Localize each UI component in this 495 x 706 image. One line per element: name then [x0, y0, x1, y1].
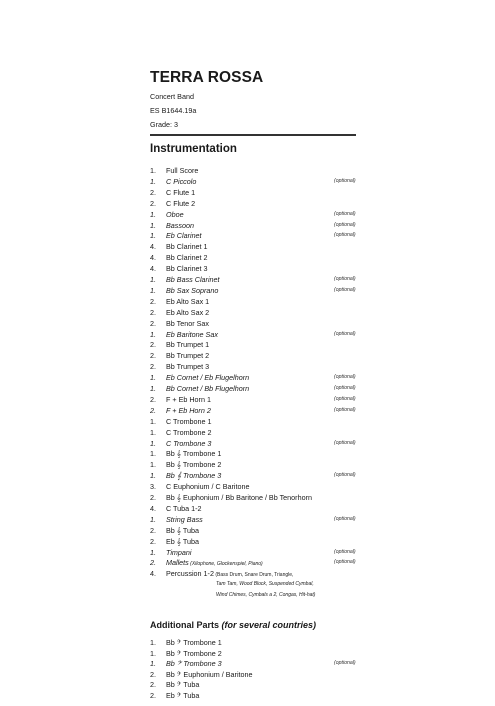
part-name: Bb 𝄞 Euphonium / Bb Baritone / Bb Tenorhorn: [166, 493, 312, 502]
part-count: 1.: [150, 427, 156, 437]
part-name: Eb Alto Sax 1: [166, 296, 210, 306]
optional-note: (optional): [334, 330, 356, 337]
optional-note: (optional): [334, 472, 356, 479]
part-count: 2.: [150, 351, 156, 361]
part-count: 2.: [150, 394, 156, 404]
part-name: Bb 𝄢 Euphonium / Baritone: [166, 669, 253, 679]
part-count: 2.: [150, 536, 156, 546]
optional-note: (optional): [334, 286, 356, 293]
part-count: 1.: [150, 231, 156, 241]
optional-note: (optional): [334, 406, 356, 413]
part-count: 1.: [150, 471, 156, 481]
optional-note: (optional): [334, 548, 356, 555]
part-count: 1.: [150, 166, 156, 175]
part-name: Timpani: [166, 547, 192, 557]
part-count: 4.: [150, 569, 156, 579]
part-name: Bb 𝄞 Trombone 1: [166, 449, 222, 459]
optional-note: (optional): [334, 210, 356, 217]
additional-parts-note: (for several countries): [221, 620, 317, 630]
optional-note: (optional): [334, 660, 356, 666]
part-name: Bb 𝄢 Tuba: [166, 680, 200, 689]
part-count: 1.: [150, 275, 156, 284]
part-name: C Flute 2: [166, 198, 196, 208]
part-name: Bb Bass Clarinet: [166, 275, 220, 284]
part-count: 1.: [150, 285, 156, 295]
catalog-number: ES B1644.19a: [150, 106, 197, 115]
optional-note: (optional): [334, 374, 356, 381]
part-count: 1.: [150, 329, 156, 339]
divider-rule: [150, 134, 356, 136]
additional-parts-title: Additional Parts: [150, 620, 222, 630]
instrumentation-heading: Instrumentation: [150, 143, 237, 155]
part-name: Bb Clarinet 2: [166, 253, 208, 263]
part-count: 2.: [150, 296, 156, 306]
part-count: 2.: [150, 493, 156, 502]
part-name: Bb 𝄞 Tuba: [166, 525, 200, 535]
part-count: 2.: [150, 558, 156, 568]
additional-parts-heading: [150, 620, 316, 630]
part-count: 1.: [150, 384, 156, 393]
part-name: C Flute 1: [166, 187, 196, 197]
part-name: C Trombone 3: [166, 438, 212, 448]
part-count: 1.: [150, 438, 156, 448]
part-name: Eb Baritone Sax: [166, 329, 218, 339]
optional-note: (optional): [334, 515, 356, 522]
part-name: Bb Clarinet 1: [166, 242, 208, 252]
part-count: 2.: [150, 340, 156, 350]
part-name: Bb 𝄢 Trombone 1: [166, 638, 222, 647]
part-name: Eb 𝄢 Tuba: [166, 690, 200, 700]
optional-note: (optional): [334, 177, 356, 184]
optional-note: (optional): [334, 395, 356, 402]
ensemble-type: Concert Band: [150, 92, 194, 101]
piece-title: TERRA ROSSA: [150, 69, 264, 86]
part-name: Bb 𝄢 Trombone 2: [166, 648, 222, 658]
part-name: F + Eb Horn 1: [166, 394, 211, 404]
percussion-detail-line: Wind Chimes, Cymbals a 2, Congas, Hit-hat): [216, 592, 316, 599]
part-name: Bb Sax Soprano: [166, 285, 219, 295]
part-count: 2.: [150, 362, 156, 372]
part-count: 2.: [150, 198, 156, 208]
part-name: C Tuba 1-2: [166, 503, 202, 513]
part-count: 1.: [150, 220, 156, 230]
part-name: Full Score: [166, 166, 199, 175]
part-count: 2.: [150, 405, 156, 415]
percussion-detail-line: Tam Tam, Wood Block, Suspended Cymbal,: [216, 581, 314, 588]
optional-note: (optional): [334, 221, 356, 228]
part-count: 2.: [150, 680, 156, 689]
grade-level: Grade: 3: [150, 120, 178, 129]
part-name: C Trombone 1: [166, 416, 212, 426]
part-count: 2.: [150, 187, 156, 197]
part-count: 1.: [150, 638, 156, 647]
part-name: Oboe: [166, 209, 184, 219]
part-name: Eb Alto Sax 2: [166, 307, 210, 317]
part-count: 1.: [150, 449, 156, 459]
part-count: 1.: [150, 209, 156, 219]
part-count: 2.: [150, 669, 156, 679]
part-count: 1.: [150, 514, 156, 524]
part-name: F + Eb Horn 2: [166, 405, 211, 415]
part-count: 4.: [150, 242, 156, 252]
part-name: Bb Trumpet 2: [166, 351, 210, 361]
part-detail: (Xilophone, Glockenspiel, Piano): [188, 561, 263, 568]
part-count: 1.: [150, 648, 156, 658]
part-name: Bb Tenor Sax: [166, 318, 210, 328]
part-name: C Euphonium / C Baritone: [166, 482, 250, 492]
part-name: Bb Trumpet 3: [166, 362, 210, 372]
part-count: 4.: [150, 503, 156, 513]
part-name: Percussion 1-2 (Bass Drum, Snare Drum, Triangle,: [166, 569, 294, 579]
part-name: Bb Trumpet 1: [166, 340, 210, 350]
part-count: 2.: [150, 690, 156, 700]
part-count: 3.: [150, 482, 156, 492]
optional-note: (optional): [334, 232, 356, 239]
part-name: Bb 𝄞 Trombone 2: [166, 460, 222, 470]
part-count: 2.: [150, 318, 156, 328]
part-count: 4.: [150, 253, 156, 263]
part-name: Bb 𝄞 Trombone 3: [166, 471, 222, 481]
part-name: Mallets (Xilophone, Glockenspiel, Piano): [166, 558, 263, 568]
part-count: 1.: [150, 547, 156, 557]
optional-note: (optional): [334, 439, 356, 446]
part-count: 1.: [150, 659, 156, 668]
optional-note: (optional): [334, 276, 356, 282]
part-name: Bb Cornet / Bb Flugelhorn: [166, 384, 250, 393]
part-count: 1.: [150, 176, 156, 186]
part-name: Eb Clarinet: [166, 231, 202, 241]
part-count: 4.: [150, 264, 156, 274]
optional-note: (optional): [334, 559, 356, 566]
part-name: C Trombone 2: [166, 427, 212, 437]
part-count: 1.: [150, 373, 156, 383]
part-name: Eb Cornet / Eb Flugelhorn: [166, 373, 250, 383]
part-name: C Piccolo: [166, 176, 197, 186]
part-detail: (Bass Drum, Snare Drum, Triangle,: [213, 572, 294, 579]
part-count: 2.: [150, 525, 156, 535]
part-name: Bassoon: [166, 220, 194, 230]
part-name: Eb 𝄞 Tuba: [166, 536, 200, 546]
optional-note: (optional): [334, 385, 356, 391]
part-name: Bb Clarinet 3: [166, 264, 208, 274]
part-name: Bb 𝄢 Trombone 3: [166, 659, 222, 668]
part-count: 2.: [150, 307, 156, 317]
part-name: String Bass: [166, 514, 203, 524]
part-count: 1.: [150, 460, 156, 470]
part-count: 1.: [150, 416, 156, 426]
